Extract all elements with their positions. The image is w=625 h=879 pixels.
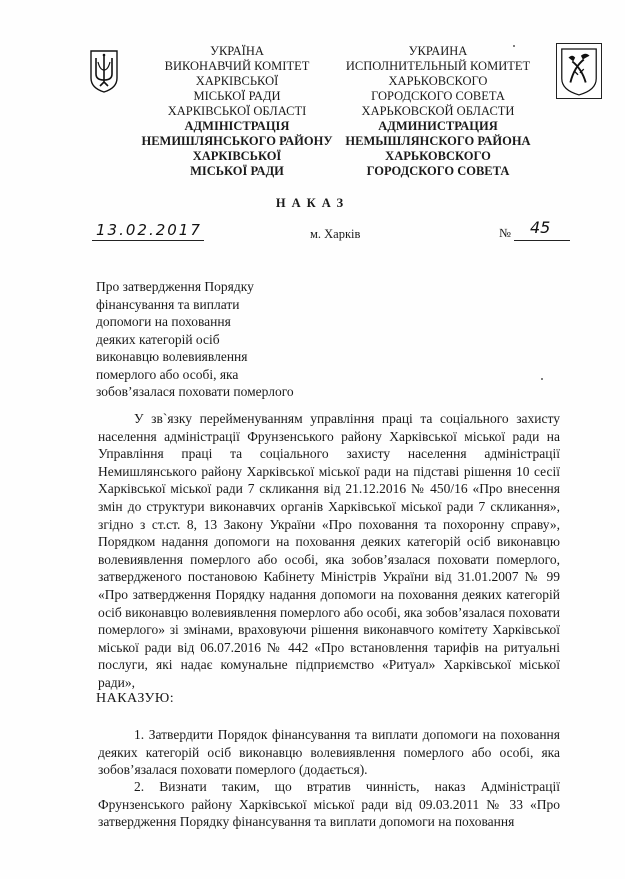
subject-line: деяких категорій осіб <box>96 331 220 347</box>
preamble-paragraph <box>98 410 560 692</box>
preamble-text: У зв`язку перейменуванням управління праці та соціального захисту населення адміністрації Фрунзенського району Харківської міської ради на Управління праці та соціального захисту населення адміністрації Немишлянського району Харківської міської ради на підставі рішення 10 сесії Харківської міської ради 7 скликання від 21.12.2016 № 450/16 «Про внесення змін до структури виконавчих органів Харківської міської ради 7 скликання», згідно з ст.ст. 8, 13 Закону України «Про поховання та похоронну справу», Порядком надання допомоги на поховання деяких категорій осіб виконавцю волевиявлення померлого або особі, яка зобов’язалася поховати померлого, затвердженого постановою Кабінету Міністрів України від 31.01.2007 № 99 «Про затвердження Порядку надання допомоги на поховання деяких категорій осіб виконавцю волевиявлення померлого або особі, яка зобов’язалася поховати померлого» зі змінами, враховуючи рішення виконавчого комітету Харківської міської ради від 06.07.2016 № 442 «Про встановлення тарифів на ритуальні послуги, які надає комунальне підприємство «Ритуал» Харківської міської ради», <box>98 411 560 690</box>
header-ru-line: ХАРЬКОВСКОГО <box>388 74 488 88</box>
trident-coat-of-arms-icon <box>88 48 120 94</box>
order-date-handwritten: 13.02.2017 <box>96 221 202 239</box>
subject-line: виконавцю волевиявлення <box>96 349 248 364</box>
order-item-text: 2. Визнати таким, що втратив чинність, наказ Адміністрації Фрунзенського району Харківської міської ради від 09.03.2011 № 33 «Про затвердження Порядку фінансування та виплати допомоги на поховання <box>98 779 560 830</box>
header-russian <box>318 44 558 179</box>
subject-line: фінансування та виплати <box>96 296 240 312</box>
header-ua-line: ХАРКІВСЬКОЇ <box>195 74 279 88</box>
order-subject <box>96 278 294 401</box>
header-ua-line: ХАРКІВСЬКОЇ <box>192 149 282 163</box>
date-underline <box>92 240 204 241</box>
header-ua-line: МІСЬКОЇ РАДИ <box>190 164 284 178</box>
header-ru-line: ИСПОЛНИТЕЛЬНЫЙ КОМИТЕТ <box>345 59 531 73</box>
order-item-2 <box>98 778 560 831</box>
header-ua-line: УКРАЇНА <box>210 44 264 58</box>
order-city: м. Харків <box>310 227 361 241</box>
header-ru-line: АДМИНИСТРАЦИЯ <box>378 119 498 133</box>
scan-speck <box>513 45 515 47</box>
header-ru-line: НЕМЫШЛЯНСКОГО РАЙОНА <box>345 134 531 148</box>
order-title: НАКАЗ <box>275 196 350 210</box>
scan-speck <box>541 378 543 380</box>
order-item-text: 1. Затвердити Порядок фінансування та виплати допомоги на поховання деяких категорій осіб виконавцю волевиявлення померлого або особі, яка зобов’язалася поховати померлого (додається). <box>98 727 560 778</box>
nakazuyu-heading: НАКАЗУЮ: <box>96 691 175 706</box>
number-underline <box>514 240 570 241</box>
header-ru-line: УКРАИНА <box>408 44 468 58</box>
header-ru-line: ХАРЬКОВСКОЙ ОБЛАСТИ <box>361 104 515 118</box>
header-ru-line: ХАРЬКОВСКОГО <box>385 149 491 163</box>
kharkiv-coat-of-arms-icon <box>556 43 602 99</box>
subject-line: Про затвердження Порядку <box>96 279 254 294</box>
subject-line: померлого або особі, яка <box>96 366 239 382</box>
order-item-1 <box>98 726 560 779</box>
header-ua-line: МІСЬКОЇ РАДИ <box>193 89 281 103</box>
header-ua-line: НЕМИШЛЯНСЬКОГО РАЙОНУ <box>141 134 333 148</box>
order-number-label: № <box>499 226 511 240</box>
header-ua-line: ВИКОНАВЧИЙ КОМІТЕТ <box>164 59 310 73</box>
subject-line: зобов’язалася поховати померлого <box>96 384 294 399</box>
subject-line: допомоги на поховання <box>96 314 231 329</box>
header-ua-line: АДМІНІСТРАЦІЯ <box>184 119 290 133</box>
header-ru-line: ГОРОДСКОГО СОВЕТА <box>371 89 505 103</box>
header-ua-line: ХАРКІВСЬКОЇ ОБЛАСТІ <box>167 104 307 118</box>
order-number-handwritten: 45 <box>530 218 551 237</box>
header-ru-line: ГОРОДСКОГО СОВЕТА <box>366 164 510 178</box>
